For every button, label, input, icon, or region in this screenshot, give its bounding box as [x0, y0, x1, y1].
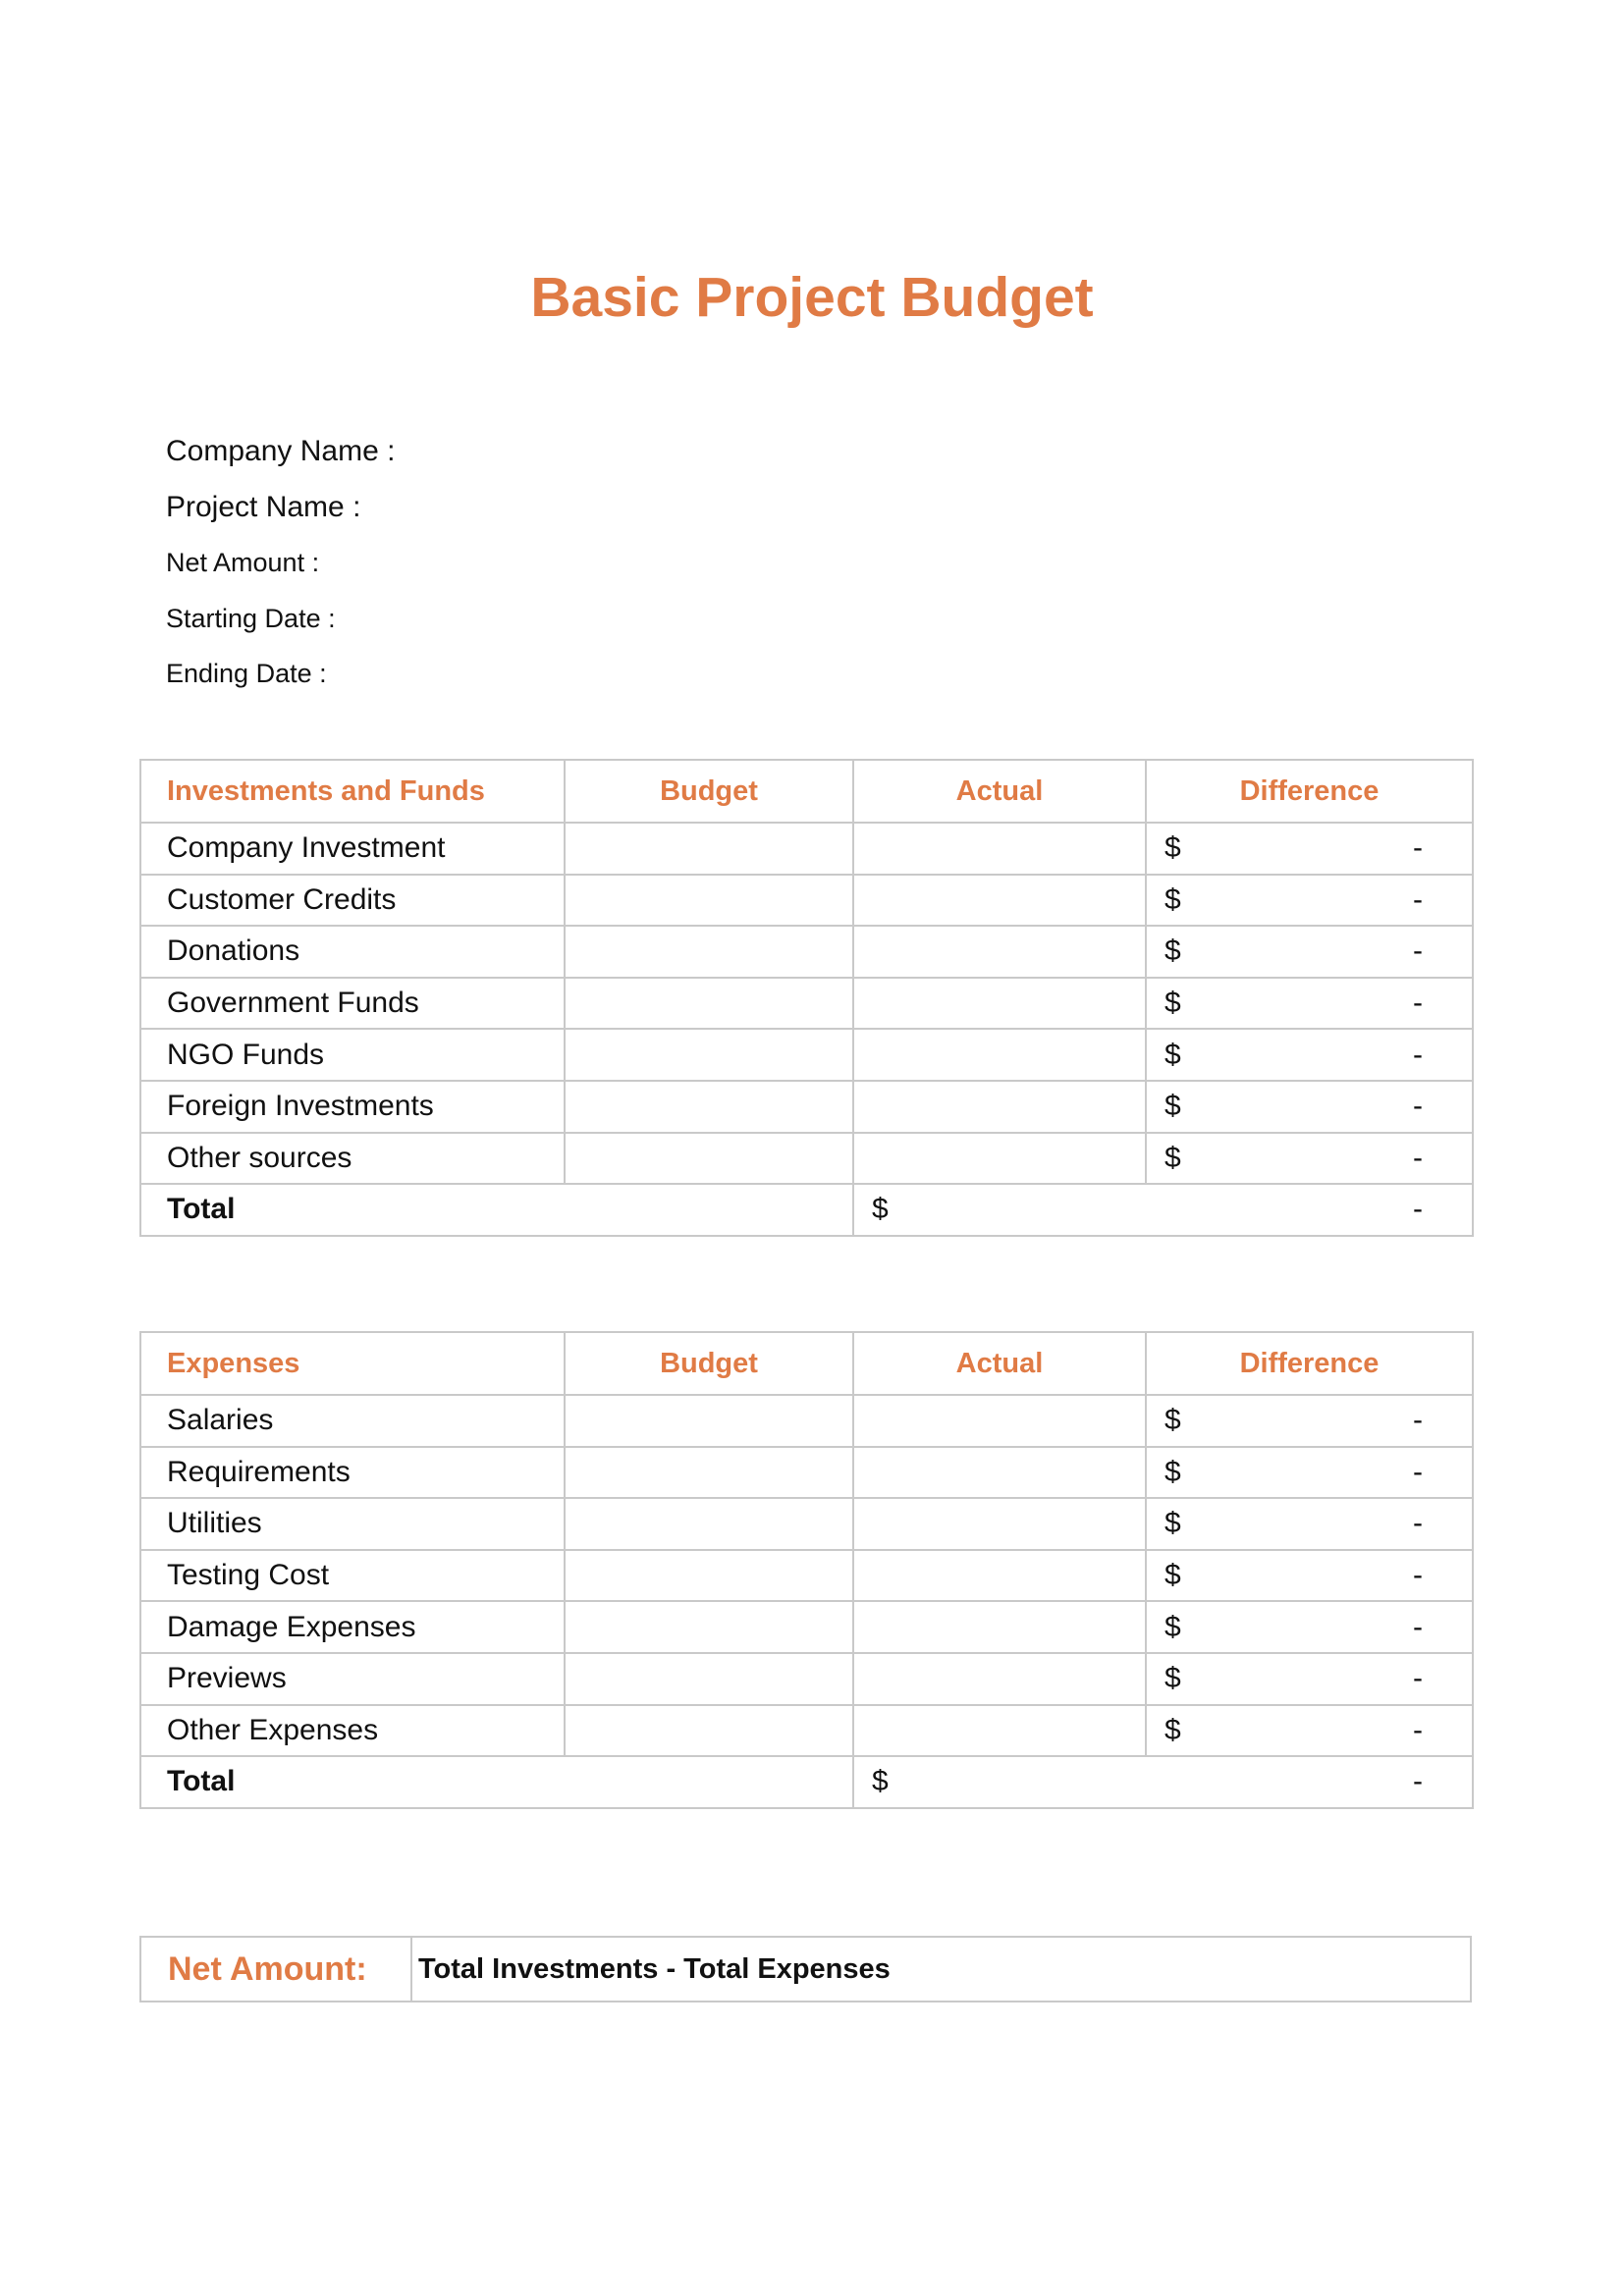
row-label: Customer Credits	[140, 875, 565, 927]
currency-symbol: $	[872, 1765, 889, 1798]
difference-cell	[1146, 1705, 1473, 1757]
actual-cell[interactable]	[853, 1395, 1146, 1447]
row-label: Testing Cost	[140, 1550, 565, 1602]
difference-cell	[1146, 1498, 1473, 1550]
difference-value: -	[1413, 1662, 1423, 1695]
difference-cell	[1146, 1133, 1473, 1185]
project-info	[166, 432, 395, 710]
actual-cell[interactable]	[853, 1498, 1146, 1550]
table-row	[140, 875, 1473, 927]
investments-total-value: -	[1413, 1193, 1423, 1226]
investments-header-budget: Budget	[565, 760, 853, 823]
difference-cell	[1146, 1029, 1473, 1081]
actual-cell[interactable]	[853, 1653, 1146, 1705]
budget-cell[interactable]	[565, 1653, 853, 1705]
row-label: Government Funds	[140, 978, 565, 1030]
table-row	[140, 1029, 1473, 1081]
currency-symbol: $	[1164, 1090, 1181, 1123]
table-row	[140, 1653, 1473, 1705]
net-amount-formula[interactable]: Total Investments - Total Expenses	[411, 1937, 1471, 2002]
ending-date-label: Ending Date :	[166, 659, 327, 688]
net-amount-label: Net Amount :	[166, 548, 320, 577]
currency-symbol: $	[1164, 1404, 1181, 1437]
actual-cell[interactable]	[853, 1029, 1146, 1081]
currency-symbol: $	[1164, 987, 1181, 1020]
table-row	[140, 1133, 1473, 1185]
expenses-total-label: Total	[140, 1756, 853, 1808]
difference-value: -	[1413, 1507, 1423, 1540]
budget-cell[interactable]	[565, 926, 853, 978]
row-label: Other sources	[140, 1133, 565, 1185]
starting-date-label: Starting Date :	[166, 603, 336, 633]
difference-cell	[1146, 1653, 1473, 1705]
table-row	[140, 1395, 1473, 1447]
difference-value: -	[1413, 1038, 1423, 1071]
actual-cell[interactable]	[853, 823, 1146, 875]
expenses-header-budget: Budget	[565, 1332, 853, 1395]
row-label: Company Investment	[140, 823, 565, 875]
difference-cell	[1146, 875, 1473, 927]
actual-cell[interactable]	[853, 1550, 1146, 1602]
budget-cell[interactable]	[565, 1395, 853, 1447]
actual-cell[interactable]	[853, 1447, 1146, 1499]
table-row	[140, 1447, 1473, 1499]
page-title: Basic Project Budget	[530, 266, 1094, 329]
difference-value: -	[1413, 934, 1423, 968]
difference-cell	[1146, 1447, 1473, 1499]
budget-cell[interactable]	[565, 978, 853, 1030]
difference-value: -	[1413, 1610, 1423, 1643]
currency-symbol: $	[1164, 1713, 1181, 1746]
investments-table	[139, 759, 1474, 1237]
expenses-table	[139, 1331, 1474, 1809]
expenses-total-value-cell	[853, 1756, 1473, 1808]
row-label: Requirements	[140, 1447, 565, 1499]
expenses-total-value: -	[1413, 1765, 1423, 1798]
row-label: NGO Funds	[140, 1029, 565, 1081]
currency-symbol: $	[1164, 1141, 1181, 1174]
expenses-header-label: Expenses	[140, 1332, 565, 1395]
investments-body	[140, 760, 1473, 1236]
difference-value: -	[1413, 1404, 1423, 1437]
difference-value: -	[1413, 1559, 1423, 1592]
budget-cell[interactable]	[565, 823, 853, 875]
difference-cell	[1146, 926, 1473, 978]
difference-value: -	[1413, 1713, 1423, 1746]
investments-header-row	[140, 760, 1473, 823]
table-row	[140, 978, 1473, 1030]
difference-value: -	[1413, 1141, 1423, 1174]
row-label: Donations	[140, 926, 565, 978]
table-row	[140, 926, 1473, 978]
actual-cell[interactable]	[853, 926, 1146, 978]
budget-cell[interactable]	[565, 1133, 853, 1185]
difference-value: -	[1413, 882, 1423, 916]
row-label: Salaries	[140, 1395, 565, 1447]
difference-value: -	[1413, 831, 1423, 865]
project-name-label: Project Name :	[166, 490, 361, 523]
budget-cell[interactable]	[565, 1498, 853, 1550]
table-row	[140, 1601, 1473, 1653]
budget-cell[interactable]	[565, 1601, 853, 1653]
currency-symbol: $	[1164, 831, 1181, 865]
investments-header-label: Investments and Funds	[140, 760, 565, 823]
investments-header-actual: Actual	[853, 760, 1146, 823]
expenses-header-row	[140, 1332, 1473, 1395]
investments-header-difference: Difference	[1146, 760, 1473, 823]
actual-cell[interactable]	[853, 1133, 1146, 1185]
difference-cell	[1146, 1550, 1473, 1602]
currency-symbol: $	[1164, 1038, 1181, 1071]
actual-cell[interactable]	[853, 1081, 1146, 1133]
table-row	[140, 1081, 1473, 1133]
budget-cell[interactable]	[565, 1081, 853, 1133]
row-label: Foreign Investments	[140, 1081, 565, 1133]
row-label: Previews	[140, 1653, 565, 1705]
budget-cell[interactable]	[565, 875, 853, 927]
actual-cell[interactable]	[853, 1705, 1146, 1757]
difference-value: -	[1413, 1090, 1423, 1123]
expenses-header-actual: Actual	[853, 1332, 1146, 1395]
actual-cell[interactable]	[853, 1601, 1146, 1653]
net-amount-table	[139, 1936, 1472, 2002]
row-label: Utilities	[140, 1498, 565, 1550]
budget-cell[interactable]	[565, 1550, 853, 1602]
currency-symbol: $	[1164, 882, 1181, 916]
budget-cell[interactable]	[565, 1705, 853, 1757]
table-row	[140, 823, 1473, 875]
expenses-header-difference: Difference	[1146, 1332, 1473, 1395]
difference-cell	[1146, 978, 1473, 1030]
currency-symbol: $	[1164, 1455, 1181, 1488]
table-row	[140, 1705, 1473, 1757]
budget-cell[interactable]	[565, 1029, 853, 1081]
investments-total-value-cell	[853, 1184, 1473, 1236]
company-name-label: Company Name :	[166, 435, 396, 467]
investments-total-label: Total	[140, 1184, 853, 1236]
currency-symbol: $	[1164, 1662, 1181, 1695]
row-label: Other Expenses	[140, 1705, 565, 1757]
table-row	[140, 1550, 1473, 1602]
actual-cell[interactable]	[853, 875, 1146, 927]
currency-symbol: $	[1164, 934, 1181, 968]
currency-symbol: $	[872, 1193, 889, 1226]
currency-symbol: $	[1164, 1507, 1181, 1540]
currency-symbol: $	[1164, 1559, 1181, 1592]
difference-cell	[1146, 1395, 1473, 1447]
actual-cell[interactable]	[853, 978, 1146, 1030]
currency-symbol: $	[1164, 1610, 1181, 1643]
net-amount-heading: Net Amount:	[140, 1937, 411, 2002]
table-row	[140, 1498, 1473, 1550]
expenses-body	[140, 1332, 1473, 1808]
difference-value: -	[1413, 987, 1423, 1020]
difference-cell	[1146, 1081, 1473, 1133]
difference-value: -	[1413, 1455, 1423, 1488]
row-label: Damage Expenses	[140, 1601, 565, 1653]
difference-cell	[1146, 1601, 1473, 1653]
difference-cell	[1146, 823, 1473, 875]
expenses-total-row	[140, 1756, 1473, 1808]
budget-cell[interactable]	[565, 1447, 853, 1499]
investments-total-row	[140, 1184, 1473, 1236]
